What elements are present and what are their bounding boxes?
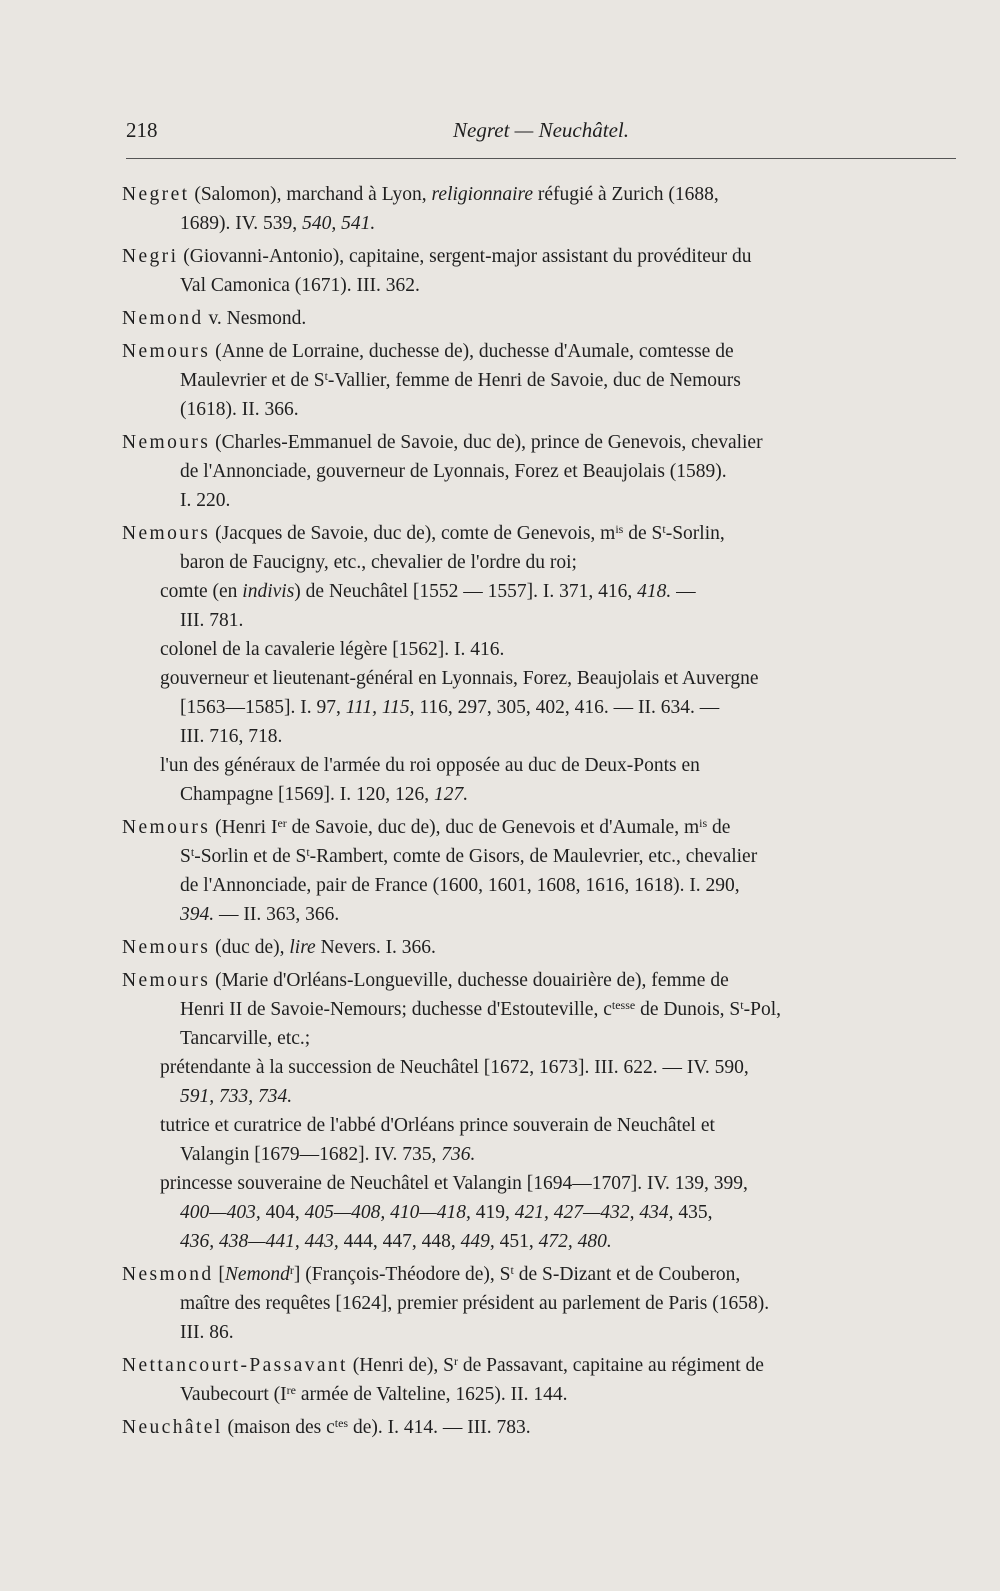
entry-text: (Giovanni-Antonio), capitaine, sergent-major assistant du provéditeur du	[178, 246, 752, 267]
entry-text: de). I. 414. — III. 783.	[348, 1417, 531, 1438]
entry-line	[122, 995, 952, 1024]
index-entry-nemours-jacques	[122, 519, 952, 809]
entry-headword: Negri	[122, 246, 179, 267]
entry-line	[122, 366, 952, 395]
italic-text: 540, 541.	[302, 213, 376, 234]
entry-headword: Neuchâtel	[122, 1417, 223, 1438]
index-entry-negret	[122, 180, 952, 238]
entry-text: Henri II de Savoie-Nemours; duchesse d'Estouteville, c	[180, 999, 612, 1020]
entry-headword: Nemours	[122, 817, 211, 838]
entry-text: III. 781.	[180, 610, 244, 631]
entry-line	[122, 519, 952, 548]
italic-text: 111, 115,	[345, 697, 415, 718]
entry-line	[122, 1082, 952, 1111]
entry-text: (Marie d'Orléans-Longueville, duchesse douairière de), femme de	[210, 970, 729, 991]
entry-text: v. Nesmond.	[203, 308, 307, 329]
entry-text: baron de Faucigny, etc., chevalier de l'ordre du roi;	[180, 552, 577, 573]
entry-text: l'un des généraux de l'armée du roi opposée au duc de Deux-Ponts en	[160, 755, 700, 776]
superscript: re	[286, 1383, 296, 1397]
index-entry-nemond	[122, 304, 952, 333]
entry-headword: Nettancourt-Passavant	[122, 1355, 348, 1376]
index-entry-nemours-charles	[122, 428, 952, 515]
entry-text: Vaubecourt (I	[180, 1384, 287, 1405]
entry-line	[122, 1140, 952, 1169]
entry-line	[122, 1024, 952, 1053]
italic-text: 405—408, 410—418,	[304, 1202, 471, 1223]
entry-text: (Jacques de Savoie, duc de), comte de Genevois, m	[210, 523, 616, 544]
entry-line	[122, 577, 952, 606]
entry-line	[122, 966, 952, 995]
italic-text: 591, 733, 734.	[180, 1086, 293, 1107]
entry-text: 451,	[494, 1231, 539, 1252]
entry-line	[122, 933, 952, 962]
entry-headword: Nesmond	[122, 1264, 214, 1285]
entry-text: (1618). II. 366.	[180, 399, 299, 420]
italic-text: 449,	[460, 1231, 495, 1252]
superscript: is	[615, 522, 624, 536]
entry-line	[122, 1413, 952, 1442]
superscript: r	[453, 1354, 458, 1368]
entry-headword: Nemours	[122, 432, 211, 453]
running-title: Negret — Neuchâtel.	[453, 118, 629, 142]
entry-text: de l'Annonciade, pair de France (1600, 1601, 1608, 1616, 1618). I. 290,	[180, 875, 740, 896]
entry-text: de l'Annonciade, gouverneur de Lyonnais, Forez et Beaujolais (1589).	[180, 461, 727, 482]
entry-text: colonel de la cavalerie légère [1562]. I. 416.	[160, 639, 505, 660]
entry-text: réfugié à Zurich (1688,	[533, 184, 719, 205]
entry-headword: Nemours	[122, 523, 211, 544]
superscript: t	[306, 845, 310, 859]
superscript: tes	[334, 1416, 349, 1430]
entry-line	[122, 1198, 952, 1227]
superscript: t	[662, 522, 666, 536]
entry-text: -Dizant et de Couberon,	[552, 1264, 741, 1285]
entry-line	[122, 209, 952, 238]
entry-text: 1689). IV. 539,	[180, 213, 303, 234]
entry-text: —	[671, 581, 696, 602]
entry-line	[122, 664, 952, 693]
entry-line	[122, 1351, 952, 1380]
index-entry-nesmond	[122, 1260, 952, 1347]
index-entry-negri	[122, 242, 952, 300]
entry-text: Nevers. I. 366.	[315, 937, 436, 958]
italic-text: 436, 438—441, 443,	[180, 1231, 339, 1252]
entry-text: princesse souveraine de Neuchâtel et Valangin [1694—1707]. IV. 139, 399,	[160, 1173, 748, 1194]
italic-text: indivis	[242, 581, 295, 602]
entry-line	[122, 180, 952, 209]
italic-text: 472, 480.	[538, 1231, 612, 1252]
index-entry-nemours-duc	[122, 933, 952, 962]
entry-line	[122, 1053, 952, 1082]
index-entry-nettancourt	[122, 1351, 952, 1409]
italic-text: lire	[289, 937, 316, 958]
italic-text: 736.	[441, 1144, 476, 1165]
entry-text: armée de Valteline, 1625). II. 144.	[296, 1384, 568, 1405]
entry-text: de S	[513, 1264, 553, 1285]
entry-headword: Nemond	[122, 308, 204, 329]
superscript: t	[324, 369, 328, 383]
entry-line	[122, 548, 952, 577]
entry-text: Champagne [1569]. I. 120, 126,	[180, 784, 434, 805]
entry-text: de	[707, 817, 731, 838]
italic-text: 418.	[637, 581, 672, 602]
entry-line	[122, 486, 952, 515]
entry-line	[122, 871, 952, 900]
italic-text: 394.	[180, 904, 215, 925]
entry-headword: Negret	[122, 184, 190, 205]
entry-text: 116, 297, 305, 402, 416. — II. 634. —	[414, 697, 720, 718]
entry-line	[122, 606, 952, 635]
index-entry-nemours-anne	[122, 337, 952, 424]
entry-line	[122, 395, 952, 424]
superscript: r	[289, 1263, 294, 1277]
entry-text: de S	[623, 523, 663, 544]
entry-line	[122, 722, 952, 751]
superscript: tesse	[611, 998, 636, 1012]
entry-text: ) de Neuchâtel [1552 — 1557]. I. 371, 416,	[294, 581, 638, 602]
entry-text: tutrice et curatrice de l'abbé d'Orléans prince souverain de Neuchâtel et	[160, 1115, 715, 1136]
entry-text: ] (François-Théodore de), S	[293, 1264, 511, 1285]
entry-text: 444, 447, 448,	[338, 1231, 461, 1252]
entry-text: -Rambert, comte de Gisors, de Maulevrier, etc., chevalier	[309, 846, 758, 867]
index-entry-neuchatel	[122, 1413, 952, 1442]
superscript: t	[740, 998, 744, 1012]
entry-line	[122, 1318, 952, 1347]
entry-line	[122, 428, 952, 457]
italic-text: Nemond	[224, 1264, 290, 1285]
entry-text: -Vallier, femme de Henri de Savoie, duc de Nemours	[327, 370, 741, 391]
entry-text: -Pol,	[743, 999, 782, 1020]
entry-line	[122, 780, 952, 809]
italic-text: religionnaire	[431, 184, 534, 205]
entry-text: I. 220.	[180, 490, 231, 511]
entry-line	[122, 304, 952, 333]
entry-headword: Nemours	[122, 341, 211, 362]
italic-text: 421, 427—432, 434,	[514, 1202, 674, 1223]
entry-text: Tancarville, etc.;	[180, 1028, 311, 1049]
entry-line	[122, 1169, 952, 1198]
entry-line	[122, 1227, 952, 1256]
entry-text: III. 716, 718.	[180, 726, 283, 747]
entry-text: gouverneur et lieutenant-général en Lyonnais, Forez, Beaujolais et Auvergne	[160, 668, 759, 689]
entry-text: de Savoie, duc de), duc de Genevois et d'Aumale, m	[286, 817, 700, 838]
entry-line	[122, 1289, 952, 1318]
entry-text: comte (en	[160, 581, 243, 602]
entry-text: 404,	[260, 1202, 305, 1223]
superscript: t	[190, 845, 195, 859]
entry-text: (Henri I	[210, 817, 278, 838]
entry-text: III. 86.	[180, 1322, 234, 1343]
entry-text: (Henri de), S	[347, 1355, 454, 1376]
entry-line	[122, 900, 952, 929]
italic-text: 400—403,	[180, 1202, 261, 1223]
entry-headword: Nemours	[122, 970, 211, 991]
entry-line	[122, 842, 952, 871]
page-header	[126, 118, 956, 158]
entry-line	[122, 693, 952, 722]
superscript: er	[277, 816, 287, 830]
entry-text: S	[180, 846, 191, 867]
entry-text: — II. 363, 366.	[214, 904, 340, 925]
entry-text: (Salomon), marchand à Lyon,	[189, 184, 432, 205]
entry-text: de Dunois, S	[635, 999, 741, 1020]
entry-text: de Passavant, capitaine au régiment de	[457, 1355, 764, 1376]
entry-line	[122, 751, 952, 780]
superscript: t	[510, 1263, 514, 1277]
entry-text: (maison des c	[222, 1417, 335, 1438]
entry-line	[122, 1260, 952, 1289]
entry-text: (Charles-Emmanuel de Savoie, duc de), prince de Genevois, chevalier	[210, 432, 763, 453]
entry-line	[122, 337, 952, 366]
entry-line	[122, 1111, 952, 1140]
page-number: 218	[126, 118, 158, 142]
entry-text: -Sorlin et de S	[194, 846, 307, 867]
entry-text: prétendante à la succession de Neuchâtel [1672, 1673]. III. 622. — IV. 590,	[160, 1057, 749, 1078]
entry-text: Val Camonica (1671). III. 362.	[180, 275, 420, 296]
entry-text: -Sorlin,	[665, 523, 725, 544]
entry-text: 419,	[470, 1202, 515, 1223]
italic-text: 127.	[434, 784, 469, 805]
entry-line	[122, 457, 952, 486]
entry-line	[122, 1380, 952, 1409]
entry-text: Valangin [1679—1682]. IV. 735,	[180, 1144, 442, 1165]
entry-headword: Nemours	[122, 937, 211, 958]
index-entry-nemours-henri	[122, 813, 952, 929]
entry-line	[122, 271, 952, 300]
entry-text: (Anne de Lorraine, duchesse de), duchesse d'Aumale, comtesse de	[210, 341, 734, 362]
index-entries	[122, 180, 952, 1446]
entry-text: [1563—1585]. I. 97,	[180, 697, 346, 718]
index-entry-nemours-marie	[122, 966, 952, 1256]
superscript: is	[699, 816, 708, 830]
entry-text: [	[213, 1264, 225, 1285]
entry-line	[122, 242, 952, 271]
entry-line	[122, 813, 952, 842]
entry-text: Maulevrier et de S	[180, 370, 325, 391]
entry-text: 435,	[673, 1202, 713, 1223]
entry-text: (duc de),	[210, 937, 290, 958]
header-rule	[126, 158, 956, 159]
entry-line	[122, 635, 952, 664]
entry-text: maître des requêtes [1624], premier président au parlement de Paris (1658).	[180, 1293, 770, 1314]
